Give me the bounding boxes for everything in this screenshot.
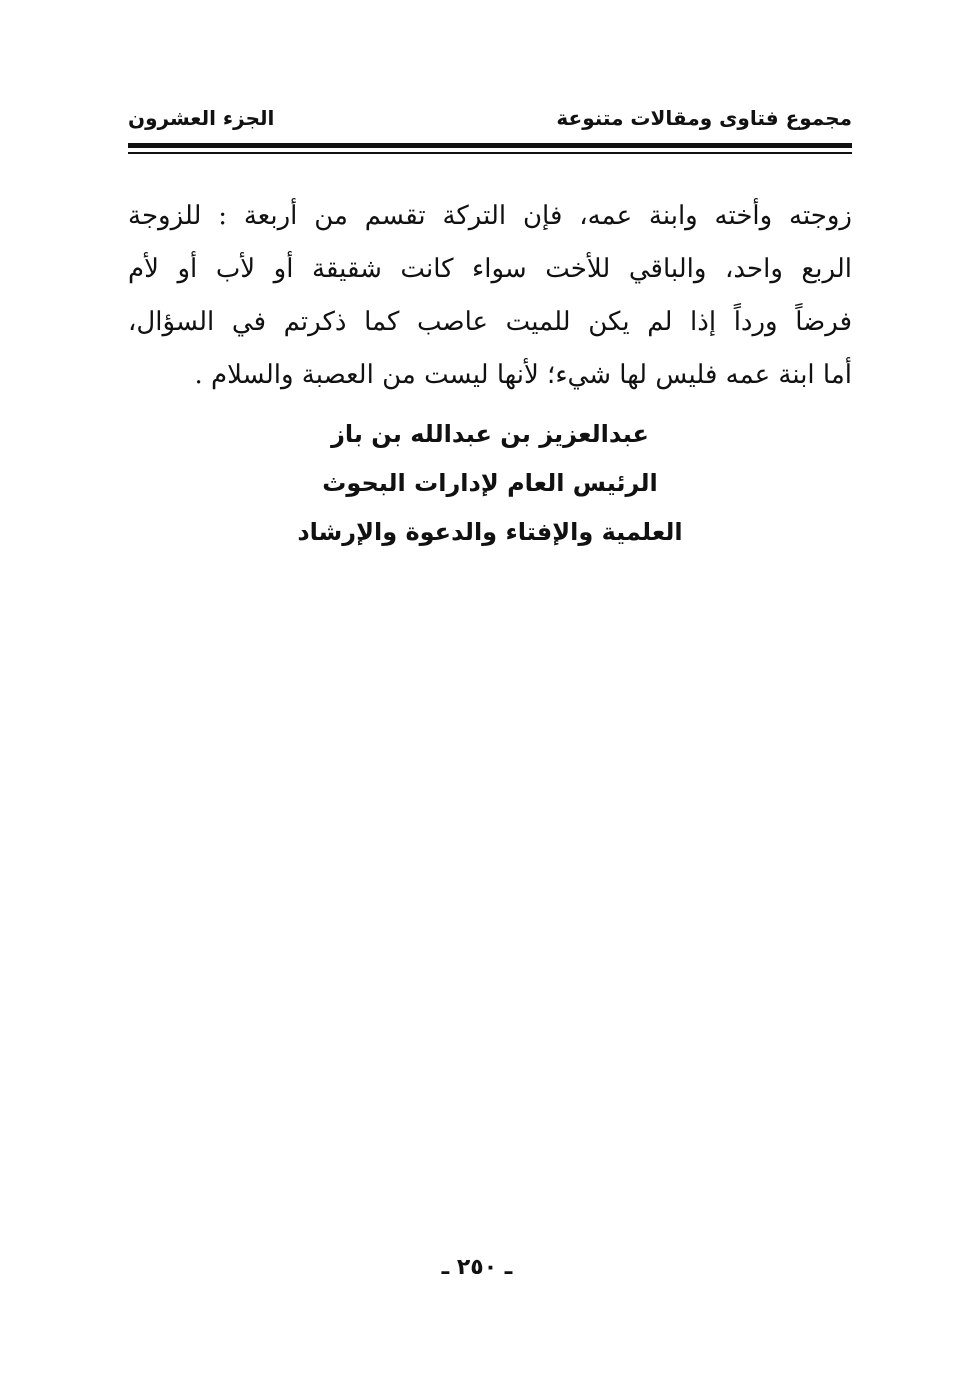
paragraph-line: أما ابنة عمه فليس لها شيء؛ لأنها ليست من العصبة والسلام . — [194, 360, 852, 390]
running-header — [128, 98, 852, 138]
signatory-title: الرئيس العام لإدارات البحوث — [322, 469, 658, 497]
signatory-name: عبدالعزيز بن عبدالله بن باز — [331, 420, 649, 448]
paragraph-line: زوجته وأخته وابنة عمه، فإن التركة تقسم من أربعة : للزوجة — [128, 201, 852, 231]
fatwa-paragraph — [128, 190, 852, 402]
paragraph-line: الربع واحد، والباقي للأخت سواء كانت شقيقة أو لأب أو لأم — [128, 254, 852, 284]
header-divider-thick — [128, 143, 852, 148]
signature-block — [128, 410, 852, 557]
book-title: مجموع فتاوى ومقالات متنوعة — [556, 106, 852, 130]
header-divider-thin — [128, 152, 852, 154]
paragraph-line: فرضاً ورداً إذا لم يكن للميت عاصب كما ذكرتم في السؤال، — [128, 307, 852, 337]
volume-label: الجزء العشرون — [128, 106, 275, 130]
page-number: ـ ٢٥٠ ـ — [441, 1255, 513, 1280]
signatory-title: العلمية والإفتاء والدعوة والإرشاد — [297, 518, 683, 546]
